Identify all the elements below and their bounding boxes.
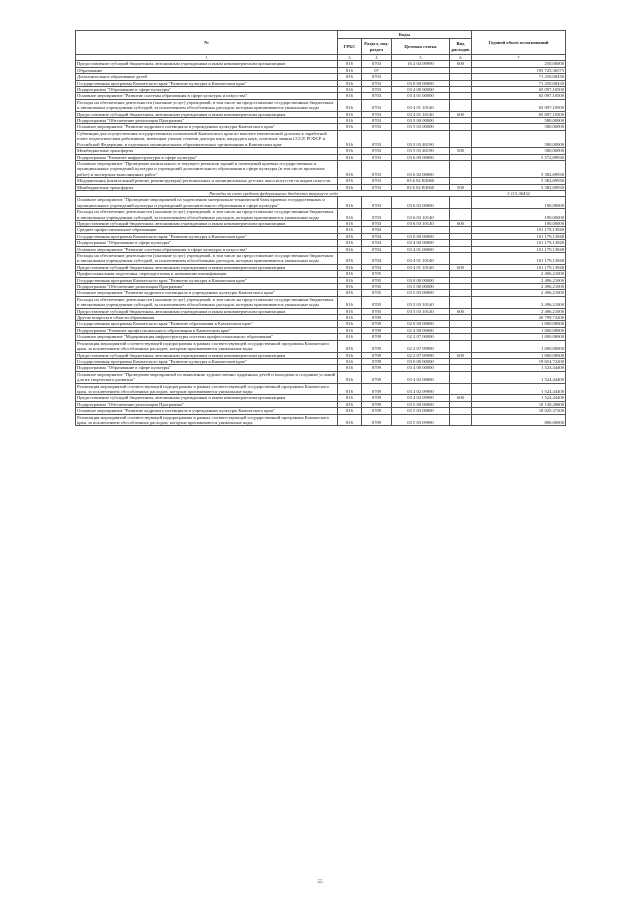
index-cell: 4 xyxy=(362,55,392,61)
row-description: Модернизация (капитальный ремонт, реконструкция) региональных и муниципальных детских школ искусств по видам искусств xyxy=(76,178,338,184)
row-target: 03 4 01 10140 xyxy=(392,264,450,270)
row-description: Межбюджетные трансферты xyxy=(76,148,338,154)
row-amount: 580,00000 xyxy=(472,124,566,130)
row-grbs: 816 xyxy=(338,308,362,314)
row-grbs: 816 xyxy=(338,358,362,364)
row-target: 03 6 00 00000 xyxy=(392,154,450,160)
col-grbs-header: ГРБС xyxy=(338,39,362,55)
row-grbs: 816 xyxy=(338,327,362,333)
row-grbs: 816 xyxy=(338,227,362,233)
row-target: 03 0 00 00000 xyxy=(392,277,450,283)
row-description: Межбюджетные трансферты xyxy=(76,184,338,190)
row-description: Подпрограмма "Обеспечение реализации Программы" xyxy=(76,118,338,124)
row-grbs: 816 xyxy=(338,315,362,321)
row-vid: 600 xyxy=(450,61,472,67)
row-grbs: 816 xyxy=(338,340,362,352)
row-razdel: 0703 xyxy=(362,220,392,226)
index-cell: 7 xyxy=(472,55,566,61)
row-description: Расходы на обеспечение деятельности (оказание услуг) учреждений, в том числе на предоставление государственным бюджетным и автономным учреждениям субсидий, за исключением обособленных расходов, которым присваиваются уникальные коды xyxy=(76,253,338,265)
row-description: Основное мероприятие "Проведение капитального и текущего ремонтов зданий и помещений краевых государственных и муниципальных учреждений культуры и учреждений дополнительного образования в сфере культуры (в том числе проектных работ) и экспертиза выполненных работ" xyxy=(76,160,338,177)
row-amount: 18 130,28800 xyxy=(472,401,566,407)
row-target: 03 5 00 00000 xyxy=(392,118,450,124)
document-page xyxy=(75,30,565,426)
row-razdel: 0709 xyxy=(362,321,392,327)
row-amount: 5 382,69930 xyxy=(472,178,566,184)
row-description: Предоставление субсидий бюджетным, автономным учреждениям и иным некоммерческим организациям xyxy=(76,395,338,401)
row-razdel: 0703 xyxy=(362,111,392,117)
row-amount: 1 000,00000 xyxy=(472,340,566,352)
row-amount: 5 572,89930 xyxy=(472,154,566,160)
row-grbs: 816 xyxy=(338,271,362,277)
row-grbs: 816 xyxy=(338,233,362,239)
row-razdel: 0709 xyxy=(362,408,392,414)
row-description: Основное мероприятие "Развитие кадрового потенциала в учреждениях культуры Камчатского края" xyxy=(76,290,338,296)
row-description: Государственная программа Камчатского края "Развитие культуры в Камчатском крае" xyxy=(76,358,338,364)
row-razdel: 0709 xyxy=(362,352,392,358)
row-target: 03 5 03 40190 xyxy=(392,148,450,154)
row-description: Подпрограмма "Образование в сфере культуры" xyxy=(76,240,338,246)
row-grbs: 816 xyxy=(338,154,362,160)
row-description: Предоставление субсидий бюджетным, автономным учреждениям и иным некоммерческим организациям xyxy=(76,308,338,314)
row-description: Подпрограмма "Обеспечение реализации Программы" xyxy=(76,284,338,290)
row-razdel: 0705 xyxy=(362,290,392,296)
row-target: 03 5 03 40190 xyxy=(392,130,450,147)
row-razdel: 0709 xyxy=(362,414,392,426)
row-grbs: 816 xyxy=(338,220,362,226)
row-target: 03 4 00 00000 xyxy=(392,365,450,371)
row-grbs: 816 xyxy=(338,321,362,327)
row-target: 03 4 02 09990 xyxy=(392,395,450,401)
row-amount: 1 524,44400 xyxy=(472,383,566,395)
row-grbs: 816 xyxy=(338,93,362,99)
row-grbs: 816 xyxy=(338,284,362,290)
row-description: Подпрограмма "Развитие профессионального образования в Камчатском крае" xyxy=(76,327,338,333)
row-razdel: 0705 xyxy=(362,296,392,308)
row-amount: 2 496,21000 xyxy=(472,290,566,296)
row-razdel: 0703 xyxy=(362,178,392,184)
row-grbs: 816 xyxy=(338,178,362,184)
row-razdel: 0709 xyxy=(362,340,392,352)
row-razdel: 0705 xyxy=(362,284,392,290)
row-amount: 1 524,44400 xyxy=(472,395,566,401)
row-razdel: 0709 xyxy=(362,371,392,383)
row-amount: 19 654,72200 xyxy=(472,358,566,364)
row-razdel: 0703 xyxy=(362,184,392,190)
row-grbs: 816 xyxy=(338,296,362,308)
row-description: Основное мероприятие "Модернизация инфраструктуры системы профессионального образования" xyxy=(76,334,338,340)
row-target: 03 6 03 10140 xyxy=(392,209,450,221)
row-razdel: 0703 xyxy=(362,118,392,124)
row-vid xyxy=(450,340,472,352)
row-amount: 2 496,21000 xyxy=(472,308,566,314)
row-razdel: 0703 xyxy=(362,80,392,86)
row-vid: 500 xyxy=(450,148,472,154)
row-target: 03 5 00 00000 xyxy=(392,401,450,407)
row-amount: 190,00000 xyxy=(472,220,566,226)
row-description: Реализация мероприятий соответствующей подпрограммы в рамках соответствующей государственной программы Камчатского края, за исключением обособленных расходов, которым присваиваются уникальные коды xyxy=(76,340,338,352)
row-description: Дополнительное образование детей xyxy=(76,74,338,80)
row-amount: 71 250,00430 xyxy=(472,74,566,80)
row-target: 03 6 02 R3060 xyxy=(392,178,450,184)
row-target: 02 2 07 09990 xyxy=(392,340,450,352)
row-target: 02 0 00 00000 xyxy=(392,321,450,327)
row-target: 03 6 02 R3060 xyxy=(392,184,450,190)
row-amount: 1 000,00000 xyxy=(472,321,566,327)
index-cell: 1 xyxy=(76,55,338,61)
row-vid xyxy=(450,160,472,177)
page-number: 55 xyxy=(317,880,323,885)
row-razdel: 0704 xyxy=(362,240,392,246)
note-amount: 3 113,36432 xyxy=(472,190,566,196)
row-target: 03 4 01 00000 xyxy=(392,93,450,99)
row-grbs: 816 xyxy=(338,124,362,130)
row-amount: 1 000,00000 xyxy=(472,327,566,333)
table-row xyxy=(76,209,566,221)
row-grbs: 816 xyxy=(338,240,362,246)
row-grbs: 816 xyxy=(338,160,362,177)
row-description: Подпрограмма "Развитие инфраструктуры в сфере культуры" xyxy=(76,154,338,160)
row-grbs: 816 xyxy=(338,99,362,111)
row-target: 03 5 03 10140 xyxy=(392,296,450,308)
index-cell: 6 xyxy=(450,55,472,61)
row-amount: 5 382,69930 xyxy=(472,184,566,190)
row-razdel: 0703 xyxy=(362,197,392,209)
row-grbs: 816 xyxy=(338,61,362,67)
row-description: Государственная программа Камчатского края "Развитие культуры в Камчатском крае" xyxy=(76,233,338,239)
row-amount: 2 496,21000 xyxy=(472,271,566,277)
row-grbs: 816 xyxy=(338,408,362,414)
row-grbs: 816 xyxy=(338,87,362,93)
row-target: 03 4 01 00000 xyxy=(392,246,450,252)
row-vid: 600 xyxy=(450,220,472,226)
row-amount: 18 025,37200 xyxy=(472,408,566,414)
row-grbs: 816 xyxy=(338,365,362,371)
row-vid: 600 xyxy=(450,308,472,314)
row-target: 02 2 00 00000 xyxy=(392,327,450,333)
row-amount: 101 179,13948 xyxy=(472,246,566,252)
row-amount: 580,00000 xyxy=(472,118,566,124)
row-amount: 800,00000 xyxy=(472,414,566,426)
row-target: 03 0 00 00000 xyxy=(392,80,450,86)
row-target: 03 4 00 00000 xyxy=(392,240,450,246)
row-amount: 20 799,72200 xyxy=(472,315,566,321)
row-description: Основное мероприятие "Развитие кадрового потенциала в учреждениях культуры Камчатского края" xyxy=(76,408,338,414)
row-amount: 580,00000 xyxy=(472,130,566,147)
row-grbs: 816 xyxy=(338,395,362,401)
table-row xyxy=(76,99,566,111)
row-description: Подпрограмма "Образование в сфере культуры" xyxy=(76,87,338,93)
row-amount: 190,00000 xyxy=(472,197,566,209)
row-grbs: 816 xyxy=(338,67,362,73)
row-razdel: 0703 xyxy=(362,99,392,111)
row-grbs: 816 xyxy=(338,352,362,358)
table-row xyxy=(76,197,566,209)
row-vid: 600 xyxy=(450,352,472,358)
row-razdel: 0704 xyxy=(362,246,392,252)
row-description: Образование xyxy=(76,67,338,73)
row-grbs: 816 xyxy=(338,111,362,117)
table-row xyxy=(76,160,566,177)
row-vid: 500 xyxy=(450,184,472,190)
row-razdel: 0709 xyxy=(362,383,392,395)
row-razdel: 0705 xyxy=(362,308,392,314)
row-amount: 101 179,13948 xyxy=(472,240,566,246)
row-target: 03 6 02 00000 xyxy=(392,160,450,177)
row-description: Предоставление субсидий бюджетным, автономным учреждениям и иным некоммерческим организациям xyxy=(76,220,338,226)
row-target: 03 5 03 09990 xyxy=(392,414,450,426)
row-vid xyxy=(450,383,472,395)
row-grbs: 816 xyxy=(338,253,362,265)
row-razdel: 0703 xyxy=(362,209,392,221)
row-razdel: 0709 xyxy=(362,315,392,321)
row-description: Предоставление субсидий бюджетным, автономным учреждениям и иным некоммерческим организациям xyxy=(76,264,338,270)
row-razdel: 0703 xyxy=(362,130,392,147)
row-amount: 65 097,10500 xyxy=(472,87,566,93)
row-description: Государственная программа Камчатского края "Развитие образования в Камчатском крае" xyxy=(76,321,338,327)
note-text: Расходы за счет средств федерального бюджета текущего года xyxy=(76,190,472,196)
row-vid xyxy=(450,296,472,308)
row-grbs: 816 xyxy=(338,290,362,296)
row-description: Предоставление субсидий бюджетным, автономным учреждениям и иным некоммерческим организациям xyxy=(76,61,338,67)
row-amount: 101 179,13948 xyxy=(472,253,566,265)
row-grbs: 816 xyxy=(338,246,362,252)
row-razdel: 0709 xyxy=(362,327,392,333)
row-vid xyxy=(450,197,472,209)
row-razdel: 0709 xyxy=(362,334,392,340)
row-description: Реализация мероприятий соответствующей подпрограммы в рамках соответствующей государственной программы Камчатского края, за исключением обособленных расходов, которым присваиваются уникальные коды xyxy=(76,414,338,426)
row-amount: 1 524,44400 xyxy=(472,365,566,371)
row-target: 03 5 00 00000 xyxy=(392,284,450,290)
row-razdel: 0705 xyxy=(362,271,392,277)
row-target: 03 5 03 10140 xyxy=(392,308,450,314)
row-amount: 71 250,00430 xyxy=(472,80,566,86)
row-razdel: 0703 xyxy=(362,160,392,177)
row-vid: 600 xyxy=(450,111,472,117)
row-razdel: 0703 xyxy=(362,154,392,160)
table-body xyxy=(76,61,566,426)
row-grbs: 816 xyxy=(338,414,362,426)
row-razdel: 0704 xyxy=(362,264,392,270)
row-amount: 2 496,21000 xyxy=(472,284,566,290)
row-target: 02 2 07 09990 xyxy=(392,352,450,358)
row-description: Подпрограмма "Обеспечение реализации Программы" xyxy=(76,401,338,407)
row-target: 03 5 03 00000 xyxy=(392,290,450,296)
row-description: Государственная программа Камчатского края "Развитие культуры в Камчатском крае" xyxy=(76,277,338,283)
row-description: Предоставление субсидий бюджетным, автономным учреждениям и иным некоммерческим организациям xyxy=(76,111,338,117)
row-razdel: 0709 xyxy=(362,365,392,371)
row-target: 03 5 03 00000 xyxy=(392,408,450,414)
row-amount: 190,00000 xyxy=(472,209,566,221)
row-description: Основное мероприятие "Развитие кадрового потенциала в учреждениях культуры Камчатского края" xyxy=(76,124,338,130)
row-target: 03 4 01 10140 xyxy=(392,253,450,265)
row-amount: 1 524,44400 xyxy=(472,371,566,383)
row-razdel: 0703 xyxy=(362,61,392,67)
row-vid: 600 xyxy=(450,264,472,270)
row-target: 03 4 01 10140 xyxy=(392,111,450,117)
row-razdel: 07 xyxy=(362,67,392,73)
row-grbs: 816 xyxy=(338,184,362,190)
col-total-header: Годовой объем ассигнований xyxy=(472,31,566,55)
row-amount: 65 097,10500 xyxy=(472,99,566,111)
row-description: Основное мероприятие "Развитие системы образования в сфере культуры и искусства" xyxy=(76,246,338,252)
row-vid xyxy=(450,130,472,147)
row-amount: 1 000,00000 xyxy=(472,352,566,358)
row-target: 02 2 07 00000 xyxy=(392,334,450,340)
row-razdel: 0709 xyxy=(362,358,392,364)
codes-header: Коды xyxy=(338,31,472,39)
table-row xyxy=(76,253,566,265)
table-row xyxy=(76,130,566,147)
col-number-header: № xyxy=(76,31,338,55)
row-grbs: 816 xyxy=(338,264,362,270)
row-razdel: 0703 xyxy=(362,124,392,130)
row-target: 03 6 03 10140 xyxy=(392,220,450,226)
row-razdel: 0704 xyxy=(362,253,392,265)
row-grbs: 816 xyxy=(338,371,362,383)
row-description: Среднее профессиональное образование xyxy=(76,227,338,233)
budget-table xyxy=(75,30,566,426)
col-vid-header: Вид расходов xyxy=(450,39,472,55)
row-amount: 580,00000 xyxy=(472,148,566,154)
row-grbs: 816 xyxy=(338,334,362,340)
row-target: 03 4 02 09990 xyxy=(392,383,450,395)
row-target: 16 2 04 09990 xyxy=(392,61,450,67)
row-description: Предоставление субсидий бюджетным, автономным учреждениям и иным некоммерческим организациям xyxy=(76,352,338,358)
row-amount: 101 179,13948 xyxy=(472,233,566,239)
row-razdel: 0705 xyxy=(362,277,392,283)
index-cell: 5 xyxy=(392,55,450,61)
row-grbs: 816 xyxy=(338,80,362,86)
row-grbs: 816 xyxy=(338,118,362,124)
row-amount: 101 179,13948 xyxy=(472,264,566,270)
row-description: Расходы на обеспечение деятельности (оказание услуг) учреждений, в том числе на предоставление государственным бюджетным и автономным учреждениям субсидий, за исключением обособленных расходов, которым присваиваются уникальные коды xyxy=(76,209,338,221)
row-amount: 5 382,69930 xyxy=(472,160,566,177)
row-grbs: 816 xyxy=(338,383,362,395)
row-amount: 1 000,00000 xyxy=(472,334,566,340)
row-amount: 250,00000 xyxy=(472,61,566,67)
row-vid xyxy=(450,209,472,221)
row-description: Основное мероприятие "Проведение мероприятий по укреплению материально-технической базы краевых государственных и муниципальных учреждений культуры и учреждений дополнительного образования в сфере культуры" xyxy=(76,197,338,209)
row-description: Другие вопросы в области образования xyxy=(76,315,338,321)
table-row xyxy=(76,383,566,395)
row-razdel: 0704 xyxy=(362,233,392,239)
table-row xyxy=(76,296,566,308)
row-grbs: 816 xyxy=(338,130,362,147)
row-description: Профессиональная подготовка, переподготовка и повышение квалификации xyxy=(76,271,338,277)
row-description: Подпрограмма "Образование в сфере культуры" xyxy=(76,365,338,371)
row-vid xyxy=(450,253,472,265)
row-description: Основное мероприятие "Проведение мероприятий по выявлению художественно одаренных детей и молодежи и созданию условий для их творческого развития" xyxy=(76,371,338,383)
col-target-header: Целевая статья xyxy=(392,39,450,55)
row-grbs: 816 xyxy=(338,277,362,283)
row-target: 03 4 01 10140 xyxy=(392,99,450,111)
row-vid xyxy=(450,414,472,426)
row-description: Реализация мероприятий соответствующей подпрограммы в рамках соответствующей государственной программы Камчатского края, за исключением обособленных расходов, которым присваиваются уникальные коды xyxy=(76,383,338,395)
table-row xyxy=(76,371,566,383)
row-target: 03 4 00 00000 xyxy=(392,87,450,93)
row-razdel: 0709 xyxy=(362,395,392,401)
col-razdel-header: Раздел, под-раздел xyxy=(362,39,392,55)
row-amount: 2 496,21000 xyxy=(472,296,566,308)
row-razdel: 0703 xyxy=(362,74,392,80)
row-vid: 600 xyxy=(450,395,472,401)
row-razdel: 0703 xyxy=(362,148,392,154)
row-target: 03 5 03 00000 xyxy=(392,124,450,130)
row-target: 03 4 02 00000 xyxy=(392,371,450,383)
row-grbs: 816 xyxy=(338,209,362,221)
row-description: Расходы на обеспечение деятельности (оказание услуг) учреждений, в том числе на предоставление государственным бюджетным и автономным учреждениям субсидий, за исключением обособленных расходов, которым присваиваются уникальные коды xyxy=(76,99,338,111)
row-vid xyxy=(450,371,472,383)
row-razdel: 0703 xyxy=(362,87,392,93)
row-description: Основное мероприятие "Развитие системы образования в сфере культуры и искусства" xyxy=(76,93,338,99)
table-row xyxy=(76,414,566,426)
row-vid xyxy=(450,99,472,111)
row-description: Субвенции для осуществления государственных полномочий Камчатского края по выплате ежемесячной доплаты к заработной плате педагогическим работникам, имеющим ученые степени доктора наук, кандидата наук, почетные звания СССР, РСФСР и Российской Федерации, в отдельных муниципальных образовательных организациях в Камчатском крае xyxy=(76,130,338,147)
table-row xyxy=(76,340,566,352)
row-target: 03 6 03 00000 xyxy=(392,197,450,209)
row-description: Расходы на обеспечение деятельности (оказание услуг) учреждений, в том числе на предоставление государственным бюджетным и автономным учреждениям субсидий, за исключением обособленных расходов, которым присваиваются уникальные коды xyxy=(76,296,338,308)
row-amount: 101 179,13948 xyxy=(472,227,566,233)
row-target: 03 0 00 00000 xyxy=(392,233,450,239)
row-grbs: 816 xyxy=(338,148,362,154)
row-razdel: 0704 xyxy=(362,227,392,233)
row-description: Государственная программа Камчатского края "Развитие культуры в Камчатском крае" xyxy=(76,80,338,86)
index-cell: 3 xyxy=(338,55,362,61)
row-razdel: 0709 xyxy=(362,401,392,407)
row-amount: 195 725,36575 xyxy=(472,67,566,73)
row-razdel: 0703 xyxy=(362,93,392,99)
row-amount: 65 097,10500 xyxy=(472,111,566,117)
row-grbs: 816 xyxy=(338,197,362,209)
row-grbs: 816 xyxy=(338,74,362,80)
row-grbs: 816 xyxy=(338,401,362,407)
row-target: 03 0 00 00000 xyxy=(392,358,450,364)
row-amount: 65 097,10500 xyxy=(472,93,566,99)
row-amount: 2 496,21000 xyxy=(472,277,566,283)
